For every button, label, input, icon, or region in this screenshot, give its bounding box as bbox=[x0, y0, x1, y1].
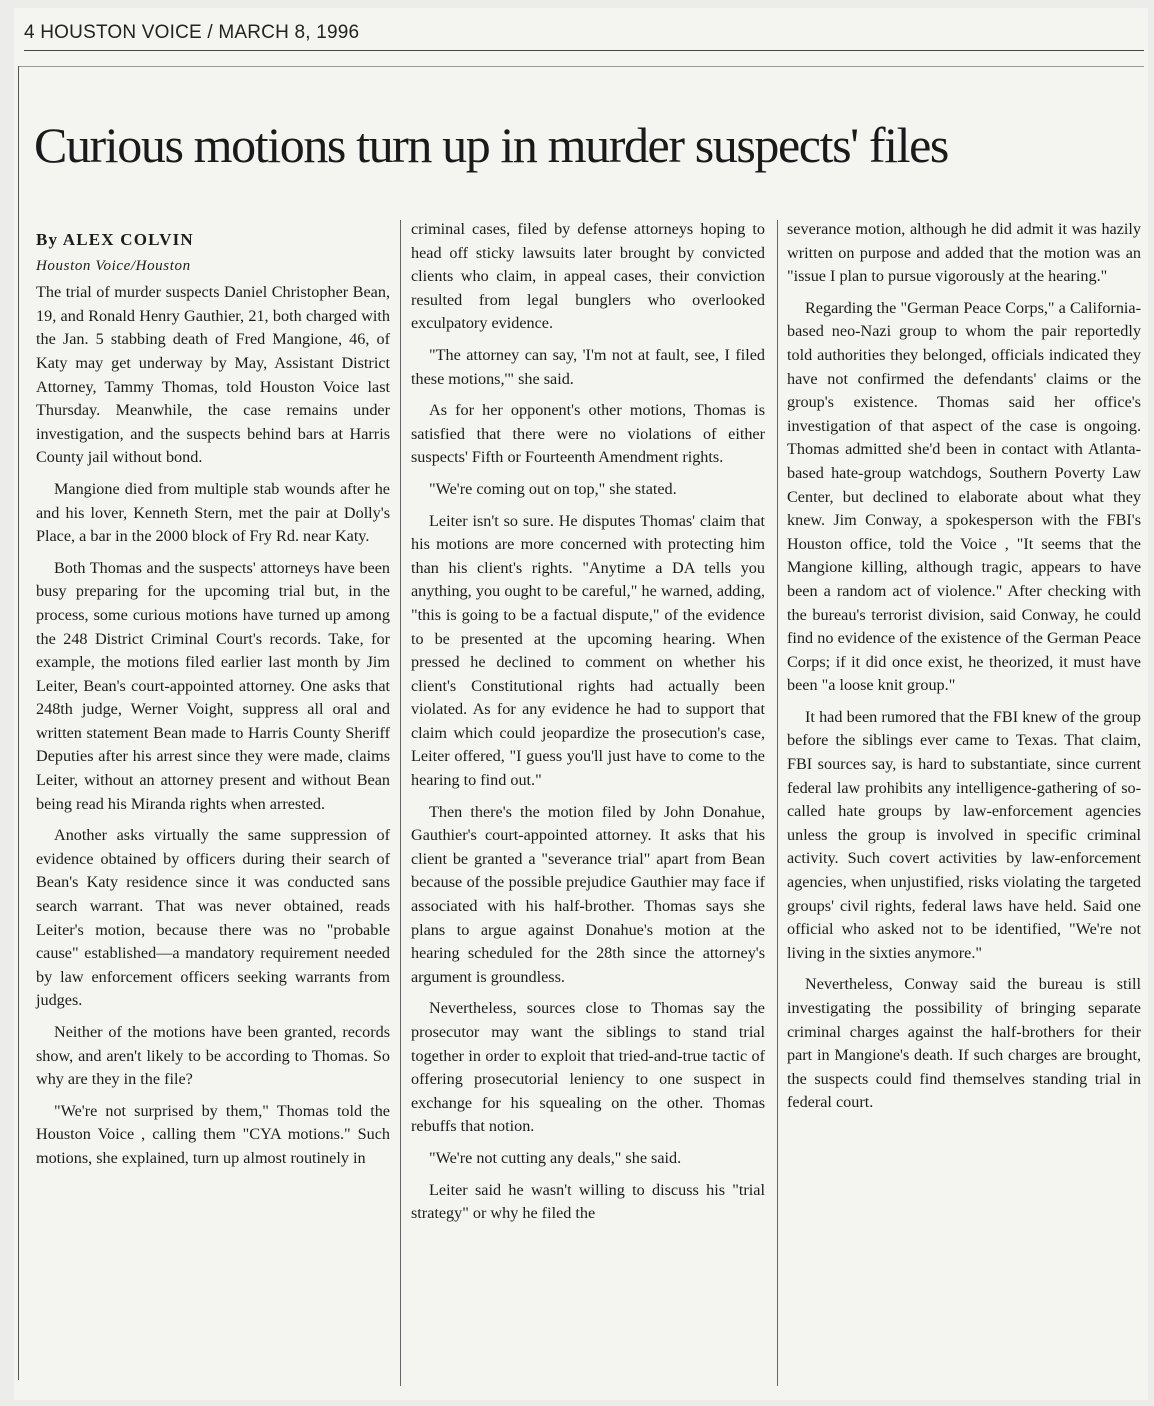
paragraph: Nevertheless, Conway said the bureau is still investigating the possibility of bringing separate criminal charges against the half-brothers for their part in Mangione's death. If such charges are brought, the suspects could find themselves standing trial in federal court. bbox=[787, 975, 1141, 1112]
paragraph: Another asks virtually the same suppression of evidence obtained by officers during their search of Bean's Katy residence since it was conducted sans search warrant. That was never obtained, reads Leiter's motion, because there was no "probable cause" established—a mandatory requirement needed by law enforcement officers seeking warrants from judges. bbox=[36, 826, 390, 1010]
paragraph: criminal cases, filed by defense attorneys hoping to head off sticky lawsuits later brought by convicted clients who claim, in appeal cases, their conviction resulted from legal bunglers who overlooked exculpatory evidence. bbox=[411, 220, 765, 333]
paragraph: Regarding the "German Peace Corps," a California-based neo-Nazi group to whom the pair reportedly told authorities they belonged, officials indicated they have not confirmed the defendants' claims or the group's existence. Thomas said her office's investigation of that aspect of the case is ongoing. Thomas admitted she'd been in contact with Atlanta-based hate-group watchdogs, Southern Poverty Law Center, but declined to elaborate about what they knew. Jim Conway, a spokesperson with the FBI's Houston office, told the Voice , "It seems that the Mangione killing, although tragic, appears to have been a random act of violence." After checking with the bureau's terrorist division, said Conway, he could find no evidence of the existence of the German Peace Corps; if it did once exist, he theorized, it must have been "a loose knit group." bbox=[787, 298, 1141, 695]
article-column-2 bbox=[411, 218, 765, 1226]
paragraph: "The attorney can say, 'I'm not at fault, see, I filed these motions,'" she said. bbox=[411, 345, 765, 388]
column-rule bbox=[400, 220, 401, 1386]
article-frame-left bbox=[18, 66, 19, 1380]
article-headline: Curious motions turn up in murder suspects' files bbox=[34, 117, 948, 173]
article-column-1 bbox=[36, 228, 390, 1171]
paragraph: Mangione died from multiple stab wounds after he and his lover, Kenneth Stern, met the pair at Dolly's Place, a bar in the 2000 block of Fry Rd. near Katy. bbox=[36, 479, 390, 546]
paragraph: "We're coming out on top," she stated. bbox=[429, 479, 677, 498]
paragraph: "We're not surprised by them," Thomas told the Houston Voice , calling them "CYA motions." Such motions, she explained, turn up almost routinely in bbox=[36, 1101, 390, 1167]
paragraph: Neither of the motions have been granted, records show, and aren't likely to be according to Thomas. So why are they in the file? bbox=[36, 1023, 390, 1089]
paragraph: Leiter isn't so sure. He disputes Thomas' claim that his motions are more concerned with protecting him than his client's rights. "Anytime a DA tells you anything, you ought to be careful," he warned, adding, "this is going to be a factual dispute," of the evidence to be presented at the upcoming hearing. When pressed he declined to comment on whether his client's Constitutional rights had actually been violated. As for any evidence he had to support that claim which could jeopardize the prosecution's case, Leiter offered, "I guess you'll just have to come to the hearing to find out." bbox=[411, 511, 765, 790]
page-folio: 4 HOUSTON VOICE / MARCH 8, 1996 bbox=[24, 22, 360, 43]
paragraph: severance motion, although he did admit it was hazily written on purpose and added that the motion was an "issue I plan to pursue vigorously at the hearing." bbox=[787, 220, 1141, 286]
paragraph: Both Thomas and the suspects' attorneys have been busy preparing for the upcoming trial but, in the process, some curious motions have turned up among the 248 District Criminal Court's records. Take, for example, the motions filed earlier last month by Jim Leiter, Bean's court-appointed attorney. One asks that 248th judge, Werner Voight, suppress all oral and written statement Bean made to Harris County Sheriff Deputies after his arrest since they were made, claims Leiter, without an attorney present and without Bean being read his Miranda rights when arrested. bbox=[36, 558, 390, 813]
paragraph: Then there's the motion filed by John Donahue, Gauthier's court-appointed attorney. It asks that his client be granted a "severance trial" apart from Bean because of the possible prejudice Gauthier may face if associated with his half-brother. Thomas says she plans to argue against Donahue's motion at the hearing scheduled for the 28th since the attorney's argument is groundless. bbox=[411, 802, 765, 986]
article-frame-top bbox=[18, 66, 1144, 67]
folio-rule bbox=[24, 50, 1144, 51]
byline-dateline: Houston Voice/Houston bbox=[36, 257, 191, 274]
paragraph: Nevertheless, sources close to Thomas say the prosecutor may want the siblings to stand trial together in order to exploit that tried-and-true tactic of offering prosecutorial leniency to one suspect in exchange for his squealing on the other. Thomas rebuffs that notion. bbox=[411, 999, 765, 1136]
paragraph: Leiter said he wasn't willing to discuss his "trial strategy" or why he filed the bbox=[411, 1180, 765, 1223]
paragraph: As for her opponent's other motions, Thomas is satisfied that there were no violations of either suspects' Fifth or Fourteenth Amendment rights. bbox=[411, 401, 765, 467]
newspaper-page bbox=[14, 8, 1148, 1400]
article-column-3 bbox=[787, 218, 1141, 1115]
byline: By ALEX COLVIN bbox=[36, 230, 194, 249]
column-rule bbox=[777, 220, 778, 1386]
paragraph: It had been rumored that the FBI knew of the group before the siblings ever came to Texas. That claim, FBI sources say, is hard to substantiate, since current federal law prohibits any intelligence-gathering of so-called hate groups by law-enforcement agencies unless the group is involved in specific criminal activity. Such covert activities by law-enforcement agencies, when unjustified, risks violating the targeted groups' civil rights, federal laws have held. Said one official who asked not to be identified, "We're not living in the sixties anymore." bbox=[787, 707, 1141, 962]
paragraph: The trial of murder suspects Daniel Christopher Bean, 19, and Ronald Henry Gauthier, 21, both charged with the Jan. 5 stabbing death of Fred Mangione, 46, of Katy may get underway by May, Assistant District Attorney, Tammy Thomas, told Houston Voice last Thursday. Meanwhile, the case remains under investigation, and the suspects behind bars at Harris County jail without bond. bbox=[36, 283, 390, 467]
paragraph: "We're not cutting any deals," she said. bbox=[429, 1148, 682, 1167]
